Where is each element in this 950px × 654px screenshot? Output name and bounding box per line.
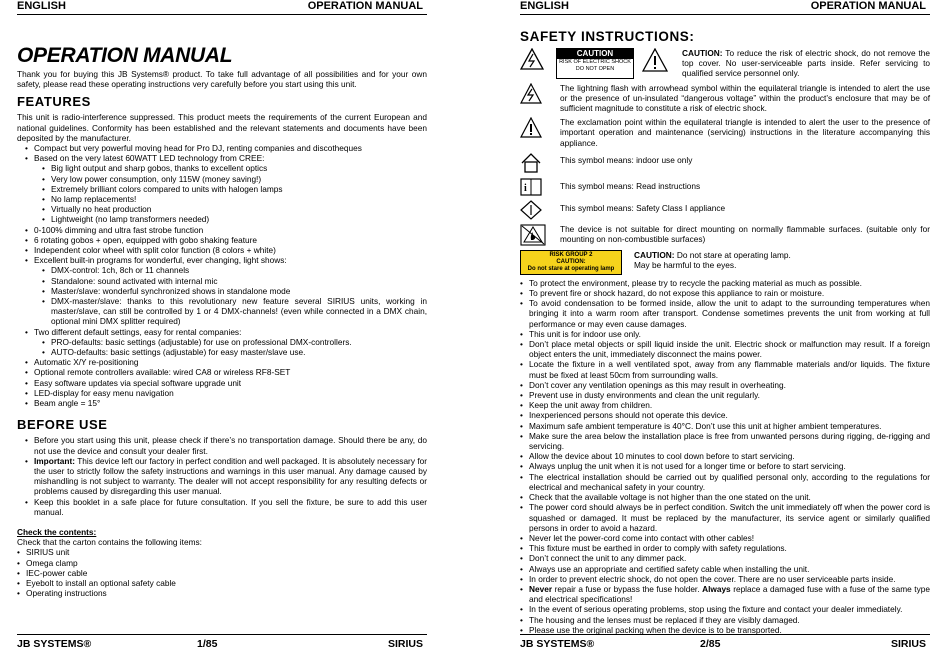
list-item: • Master/slave: wonderful synchronized shows in standalone mode	[42, 286, 427, 296]
list-item: • IEC-power cable	[17, 568, 427, 578]
risk-group-text: CAUTION: Do not stare at operating lamp. May be harmful to the eyes.	[634, 249, 791, 271]
list-item: • Operating instructions	[17, 588, 427, 598]
safety-class-icon	[520, 200, 560, 220]
caution-label: CAUTION	[557, 49, 633, 59]
footer-model: SIRIUS	[387, 638, 423, 650]
list-item: • Two different default settings, easy for rental companies: • PRO-defaults: basic settings (adjustable) for use on professional DMX-controllers. • AUTO-defaults: basic settings (adjustable) for easy master/slave use.	[25, 327, 427, 358]
class1-symbol-text: This symbol means: Safety Class I appliance	[560, 202, 726, 213]
page-left	[17, 0, 427, 654]
risk-group-label	[520, 250, 622, 275]
header-language: ENGLISH	[520, 0, 569, 12]
features-list	[17, 143, 427, 408]
exclamation-triangle-icon	[520, 117, 560, 139]
list-item: • Compact but very powerful moving head for Pro DJ, renting companies and discotheques	[25, 143, 427, 153]
class1-symbol-row	[520, 200, 930, 220]
list-item: • Before you start using this unit, please check if there’s no transportation damage. Should there be any, do not use the device and consult your dealer first.	[25, 435, 427, 455]
page-header	[520, 0, 930, 15]
list-item: • Lightweight (no lamp transformers needed)	[42, 214, 427, 224]
page-footer	[520, 634, 930, 653]
list-item: • Please use the original packing when the device is to be transported.	[520, 625, 930, 635]
list-item: • In the event of serious operating problems, stop using the fixture and contact your dealer immediately.	[520, 604, 930, 614]
list-item: • Don’t place metal objects or spill liquid inside the unit. Electric shock or malfunction may result. If a foreign object enters the unit, immediately disconnect the mains power.	[520, 339, 930, 359]
sub-list	[34, 265, 427, 326]
indoor-symbol-row	[520, 152, 930, 174]
list-item: • 0-100% dimming and ultra fast strobe function	[25, 225, 427, 235]
list-item: • Independent color wheel with split color function (8 colors + white)	[25, 245, 427, 255]
list-item: • Keep this booklet in a safe place for future consultation. If you sell the fixture, be sure to add this user manual.	[25, 497, 427, 517]
flammable-symbol-row	[520, 224, 930, 246]
contents-intro: Check that the carton contains the following items:	[17, 537, 202, 548]
read-symbol-row	[520, 178, 930, 196]
list-item: • Maximum safe ambient temperature is 40°C. Don’t use this unit at higher ambient temperatures.	[520, 421, 930, 431]
contents-list	[17, 547, 427, 598]
page-footer	[17, 634, 427, 653]
list-item: • Allow the device about 10 minutes to cool down before to start servicing.	[520, 451, 930, 461]
list-item: • This unit is for indoor use only.	[520, 329, 930, 339]
list-item: • DMX-master/slave: thanks to this revolutionary new feature several SIRIUS units, working in master/slave, can still be controlled by 1 or 4 DMX-channels! (even while connected in a DMX chain, optional mini DMX splitter required)	[42, 296, 427, 327]
page-body	[17, 44, 427, 598]
list-item: • Prevent use in dusty environments and clean the unit regularly.	[520, 390, 930, 400]
safety-list	[520, 278, 930, 635]
risk-group-row	[520, 250, 930, 275]
list-item: • No lamp replacements!	[42, 194, 427, 204]
list-item: • The housing and the lenses must be replaced if they are visibly damaged.	[520, 615, 930, 625]
list-item: • Never let the power-cord come into contact with other cables!	[520, 533, 930, 543]
flammable-symbol-text: The device is not suitable for direct mounting on normally flammable surfaces. (suitable only for mounting on non-combustible surfaces)	[560, 223, 930, 245]
list-item: • Excellent built-in programs for wonderful, ever changing, light shows: • DMX-control: 1ch, 8ch or 11 channels • Standalone: sound activated with internal mic • Master/slave: wonderful synchronized shows in standalone mode • DMX-master/slave: thanks to this revolutionary new feature several SIRIUS units, working in master/slave, can still be controlled by 1 or 4 DMX-channels! (even while connected in a DMX chain, optional mini DMX splitter required)	[25, 255, 427, 326]
list-item: • Virtually no heat production	[42, 204, 427, 214]
list-item: • Locate the fixture in a well ventilated spot, away from any flammable materials and/or liquids. The fixture must be fixed at least 50cm from surrounding walls.	[520, 359, 930, 379]
list-item: • Always use an appropriate and certified safety cable when installing the unit.	[520, 564, 930, 574]
list-item: • The electrical installation should be carried out by qualified personal only, according to the regulations for electrical and mechanical safety in your country.	[520, 472, 930, 492]
caution-sub1: RISK OF ELECTRIC SHOCK	[559, 59, 631, 65]
page-body	[520, 30, 930, 635]
read-symbol-text: This symbol means: Read instructions	[560, 180, 701, 191]
page-header	[17, 0, 427, 15]
list-item: • Based on the very latest 60WATT LED technology from CREE: • Big light output and sharp gobos, thanks to excellent optics • Very low power consumption, only 115W (money saving!) • Extremely brilliant colors compared to units with halogen lamps • No lamp replacements! • Virtually no heat production • Lightweight (no lamp transformers needed)	[25, 153, 427, 224]
svg-text:i: i	[524, 182, 527, 194]
list-item: • Easy software updates via special software upgrade unit	[25, 378, 427, 388]
sub-list	[34, 163, 427, 224]
features-intro: This unit is radio-interference suppressed. This product meets the requirements of the current European and national guidelines. Conformity has been established and the relevant statements and documents have been deposited by the manufacturer.	[17, 112, 427, 143]
list-item: • Optional remote controllers available: wired CA8 or wireless RF8-SET	[25, 367, 427, 377]
list-item: • In order to prevent electric shock, do not open the cover. There are no user serviceable parts inside.	[520, 574, 930, 584]
before-use-heading: BEFORE USE	[17, 417, 108, 433]
header-title: OPERATION MANUAL	[307, 0, 423, 12]
page-title: OPERATION MANUAL	[17, 44, 233, 67]
list-item: • Don’t connect the unit to any dimmer pack.	[520, 553, 930, 563]
exclamation-symbol-text: The exclamation point within the equilateral triangle is intended to alert the user to the presence of important operation and maintenance (servicing) instructions in the literature accompanying this appliance.	[560, 117, 930, 148]
list-item: • Automatic X/Y re-positioning	[25, 357, 427, 367]
caution-text: CAUTION: To reduce the risk of electric shock, do not remove the top cover. No user-serviceable parts inside. Refer servicing to qualified service personnel only.	[682, 48, 930, 79]
list-item: • Check that the available voltage is not higher than the one stated on the unit.	[520, 492, 930, 502]
list-item: • Eyebolt to install an optional safety cable	[17, 578, 427, 588]
list-item: • Never repair a fuse or bypass the fuse holder. Always replace a damaged fuse with a fuse of the same type and electrical specifications!	[520, 584, 930, 604]
exclamation-symbol-row	[520, 117, 930, 148]
list-item: • 6 rotating gobos + open, equipped with gobo shaking feature	[25, 235, 427, 245]
page-right	[520, 0, 930, 654]
lightning-triangle-icon	[520, 48, 560, 79]
list-item: • Inexperienced persons should not operate this device.	[520, 410, 930, 420]
list-item: • PRO-defaults: basic settings (adjustable) for use on professional DMX-controllers.	[42, 337, 427, 347]
read-instructions-icon	[520, 178, 560, 196]
list-item: • Don’t cover any ventilation openings as this may result in overheating.	[520, 380, 930, 390]
lightning-symbol-row	[520, 83, 930, 114]
list-item: • To prevent fire or shock hazard, do not expose this appliance to rain or moisture.	[520, 288, 930, 298]
list-item: • To protect the environment, please try to recycle the packing material as much as possible.	[520, 278, 930, 288]
list-item: • AUTO-defaults: basic settings (adjustable) for easy master/slave use.	[42, 347, 427, 357]
list-item: • Standalone: sound activated with internal mic	[42, 276, 427, 286]
list-item: • Extremely brilliant colors compared to units with halogen lamps	[42, 184, 427, 194]
footer-page-number: 2/85	[700, 638, 721, 650]
footer-model: SIRIUS	[890, 638, 926, 650]
header-title: OPERATION MANUAL	[810, 0, 926, 12]
lightning-triangle-icon	[520, 83, 560, 105]
features-heading: FEATURES	[17, 94, 91, 110]
risk-group-line2: CAUTION:	[556, 258, 586, 265]
risk-group-line3: Do not stare at operating lamp	[527, 265, 615, 272]
flammable-surface-icon	[520, 224, 560, 246]
house-icon	[520, 152, 560, 174]
footer-brand: JB SYSTEMS®	[520, 638, 595, 650]
exclamation-triangle-icon	[634, 48, 682, 79]
list-item: • Very low power consumption, only 115W (money saving!)	[42, 174, 427, 184]
contents-heading: Check the contents:	[17, 526, 97, 537]
header-language: ENGLISH	[17, 0, 66, 12]
before-use-list	[17, 435, 427, 517]
footer-brand: JB SYSTEMS®	[17, 638, 92, 650]
list-item: • Beam angle = 15°	[25, 398, 427, 408]
list-item: • Make sure the area below the installation place is free from unwanted persons during rigging, de-rigging and servicing.	[520, 431, 930, 451]
caution-block	[520, 48, 930, 79]
list-item: • DMX-control: 1ch, 8ch or 11 channels	[42, 265, 427, 275]
caution-sub2: DO NOT OPEN	[575, 65, 615, 72]
risk-group-line1: RISK GROUP 2	[549, 251, 593, 258]
list-item: • Omega clamp	[17, 558, 427, 568]
list-item: • Important: This device left our factory in perfect condition and well packaged. It is absolutely necessary for the user to strictly follow the safety instructions and warnings in this user manual. Any damage caused by mishandling is not subject to warranty. The dealer will not accept responsibility for any resulting defects or problems caused by disregarding this user manual.	[25, 456, 427, 497]
safety-title: SAFETY INSTRUCTIONS:	[520, 29, 695, 44]
list-item: • Always unplug the unit when it is not used for a longer time or before to start servicing.	[520, 461, 930, 471]
list-item: • Keep the unit away from children.	[520, 400, 930, 410]
sub-list	[34, 337, 427, 357]
list-item: • The power cord should always be in perfect condition. Switch the unit immediately off when the power cord is squashed or damaged. It must be replaced by the manufacturer, its service agent or similarly qualified persons in order to avoid a hazard.	[520, 502, 930, 533]
footer-page-number: 1/85	[197, 638, 218, 650]
caution-label-box	[556, 48, 634, 79]
indoor-symbol-text: This symbol means: indoor use only	[560, 154, 693, 165]
list-item: • This fixture must be earthed in order to comply with safety regulations.	[520, 543, 930, 553]
list-item: • To avoid condensation to be formed inside, allow the unit to adapt to the surrounding temperatures when bringing it into a warm room after transport. Condense sometimes prevents the unit from working at full performance or may even cause damages.	[520, 298, 930, 329]
intro-text: Thank you for buying this JB Systems® product. To take full advantage of all possibilities and for your own safety, please read these operating instructions very carefully before you start using this unit.	[17, 69, 427, 90]
list-item: • SIRIUS unit	[17, 547, 427, 557]
lightning-symbol-text: The lightning flash with arrowhead symbol within the equilateral triangle is intended to alert the use or the presence of un-insulated “dangerous voltage” within the product’s enclosure that may be of sufficient magnitude to constitute a risk of electric shock.	[560, 82, 930, 114]
list-item: • Big light output and sharp gobos, thanks to excellent optics	[42, 163, 427, 173]
list-item: • LED-display for easy menu navigation	[25, 388, 427, 398]
